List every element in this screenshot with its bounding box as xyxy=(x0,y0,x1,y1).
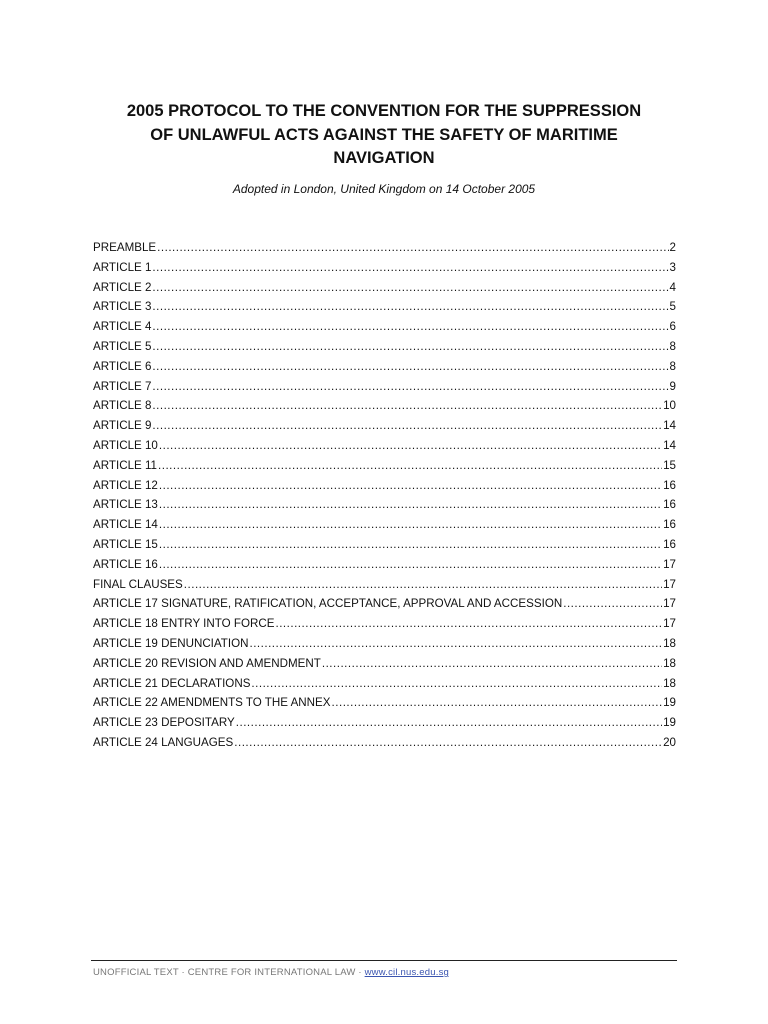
toc-dot-leader xyxy=(234,733,662,753)
toc-entry-page-number: 17 xyxy=(663,557,676,571)
footer-divider xyxy=(91,960,677,961)
toc-dot-leader xyxy=(159,535,662,555)
toc-entry-label: ARTICLE 15 xyxy=(93,537,158,551)
title-line: OF UNLAWFUL ACTS AGAINST THE SAFETY OF MARITIME xyxy=(150,125,618,144)
toc-entry[interactable] xyxy=(93,297,676,317)
toc-entry-page-number: 17 xyxy=(663,577,676,591)
toc-entry-label: ARTICLE 9 xyxy=(93,419,152,433)
toc-entry[interactable] xyxy=(93,396,676,416)
toc-entry-label: ARTICLE 4 xyxy=(93,320,152,334)
toc-entry-page-number: 10 xyxy=(663,399,676,413)
toc-dot-leader xyxy=(152,337,668,357)
toc-dot-leader xyxy=(152,357,668,377)
toc-entry-page-number: 18 xyxy=(663,636,676,650)
toc-entry-label: ARTICLE 23 DEPOSITARY xyxy=(93,716,235,730)
toc-entry[interactable] xyxy=(93,515,676,535)
toc-dot-leader xyxy=(152,317,668,337)
toc-entry[interactable] xyxy=(93,357,676,377)
toc-entry-page-number: 18 xyxy=(663,676,676,690)
table-of-contents xyxy=(93,238,676,753)
toc-entry-label: ARTICLE 14 xyxy=(93,518,158,532)
toc-entry-label: ARTICLE 21 DECLARATIONS xyxy=(93,676,251,690)
toc-dot-leader xyxy=(159,476,662,496)
toc-entry-page-number: 17 xyxy=(663,617,676,631)
toc-entry-label: ARTICLE 16 xyxy=(93,557,158,571)
toc-entry[interactable] xyxy=(93,337,676,357)
toc-entry-label: ARTICLE 7 xyxy=(93,379,152,393)
toc-dot-leader xyxy=(152,258,668,278)
toc-entry-page-number: 15 xyxy=(663,458,676,472)
toc-dot-leader xyxy=(249,634,662,654)
toc-entry-label: ARTICLE 10 xyxy=(93,438,158,452)
toc-dot-leader xyxy=(152,416,662,436)
document-title xyxy=(80,100,688,171)
toc-entry-page-number: 14 xyxy=(663,438,676,452)
toc-entry[interactable] xyxy=(93,674,676,694)
toc-entry[interactable] xyxy=(93,713,676,733)
toc-entry-page-number: 8 xyxy=(669,339,676,353)
toc-entry-page-number: 16 xyxy=(663,498,676,512)
footer-text: UNOFFICIAL TEXT · CENTRE FOR INTERNATIONAL LAW · xyxy=(93,967,365,978)
toc-entry-label: ARTICLE 18 ENTRY INTO FORCE xyxy=(93,617,275,631)
toc-entry-page-number: 5 xyxy=(669,300,676,314)
title-line: 2005 PROTOCOL TO THE CONVENTION FOR THE SUPPRESSION xyxy=(126,102,642,120)
toc-entry-label: ARTICLE 17 SIGNATURE, RATIFICATION, ACCEPTANCE, APPROVAL AND ACCESSION xyxy=(93,597,563,611)
toc-entry[interactable] xyxy=(93,575,676,595)
toc-dot-leader xyxy=(152,278,668,298)
toc-entry-page-number: 4 xyxy=(669,280,676,294)
toc-dot-leader xyxy=(159,555,662,575)
toc-entry[interactable] xyxy=(93,654,676,674)
toc-dot-leader xyxy=(184,575,662,595)
toc-dot-leader xyxy=(159,495,662,515)
toc-entry-label: ARTICLE 8 xyxy=(93,399,152,413)
toc-dot-leader xyxy=(158,456,662,476)
toc-entry[interactable] xyxy=(93,258,676,278)
toc-entry-page-number: 19 xyxy=(663,716,676,730)
toc-dot-leader xyxy=(152,297,668,317)
adoption-subtitle: Adopted in London, United Kingdom on 14 October 2005 xyxy=(232,182,536,196)
toc-entry-label: ARTICLE 24 LANGUAGES xyxy=(93,735,234,749)
toc-entry[interactable] xyxy=(93,634,676,654)
toc-entry[interactable] xyxy=(93,476,676,496)
toc-entry-page-number: 19 xyxy=(663,696,676,710)
toc-entry-label: ARTICLE 13 xyxy=(93,498,158,512)
toc-entry-label: ARTICLE 22 AMENDMENTS TO THE ANNEX xyxy=(93,696,331,710)
toc-entry[interactable] xyxy=(93,238,676,258)
toc-entry-page-number: 14 xyxy=(663,419,676,433)
toc-entry-page-number: 17 xyxy=(663,597,676,611)
toc-entry[interactable] xyxy=(93,436,676,456)
toc-entry-label: ARTICLE 3 xyxy=(93,300,152,314)
toc-entry-page-number: 3 xyxy=(669,260,676,274)
toc-entry-label: ARTICLE 2 xyxy=(93,280,152,294)
toc-entry[interactable] xyxy=(93,594,676,614)
toc-entry-page-number: 18 xyxy=(663,656,676,670)
toc-entry-page-number: 16 xyxy=(663,537,676,551)
toc-entry[interactable] xyxy=(93,495,676,515)
toc-entry-page-number: 2 xyxy=(669,241,676,254)
toc-entry[interactable] xyxy=(93,456,676,476)
toc-dot-leader xyxy=(152,377,668,397)
toc-entry-label: PREAMBLE xyxy=(93,241,157,254)
toc-dot-leader xyxy=(159,515,662,535)
toc-entry-page-number: 16 xyxy=(663,478,676,492)
toc-entry-label: ARTICLE 19 DENUNCIATION xyxy=(93,636,249,650)
toc-entry-label: ARTICLE 5 xyxy=(93,339,152,353)
toc-entry-page-number: 9 xyxy=(669,379,676,393)
toc-entry[interactable] xyxy=(93,555,676,575)
toc-entry-label: ARTICLE 12 xyxy=(93,478,158,492)
toc-dot-leader xyxy=(322,654,662,674)
title-line: NAVIGATION xyxy=(333,149,435,167)
toc-dot-leader xyxy=(275,614,662,634)
footer-website-link[interactable]: www.cil.nus.edu.sg xyxy=(364,967,449,978)
page-footer xyxy=(93,967,449,978)
toc-entry[interactable] xyxy=(93,733,676,753)
toc-dot-leader xyxy=(236,713,662,733)
toc-entry[interactable] xyxy=(93,693,676,713)
toc-dot-leader xyxy=(251,674,662,694)
toc-entry-page-number: 6 xyxy=(669,320,676,334)
toc-entry[interactable] xyxy=(93,377,676,397)
toc-entry[interactable] xyxy=(93,317,676,337)
toc-entry-label: ARTICLE 20 REVISION AND AMENDMENT xyxy=(93,656,321,670)
toc-entry-page-number: 20 xyxy=(663,735,676,749)
toc-entry[interactable] xyxy=(93,416,676,436)
toc-entry[interactable] xyxy=(93,614,676,634)
toc-entry-label: ARTICLE 6 xyxy=(93,359,152,373)
toc-entry-page-number: 8 xyxy=(669,359,676,373)
toc-dot-leader xyxy=(332,693,663,713)
toc-entry-label: ARTICLE 11 xyxy=(93,458,158,472)
toc-entry[interactable] xyxy=(93,535,676,555)
toc-entry-label: FINAL CLAUSES xyxy=(93,577,183,591)
toc-dot-leader xyxy=(157,238,668,258)
toc-dot-leader xyxy=(159,436,662,456)
toc-entry-label: ARTICLE 1 xyxy=(93,260,152,274)
toc-entry[interactable] xyxy=(93,278,676,298)
toc-dot-leader xyxy=(563,594,662,614)
toc-dot-leader xyxy=(152,396,662,416)
toc-entry-page-number: 16 xyxy=(663,518,676,532)
